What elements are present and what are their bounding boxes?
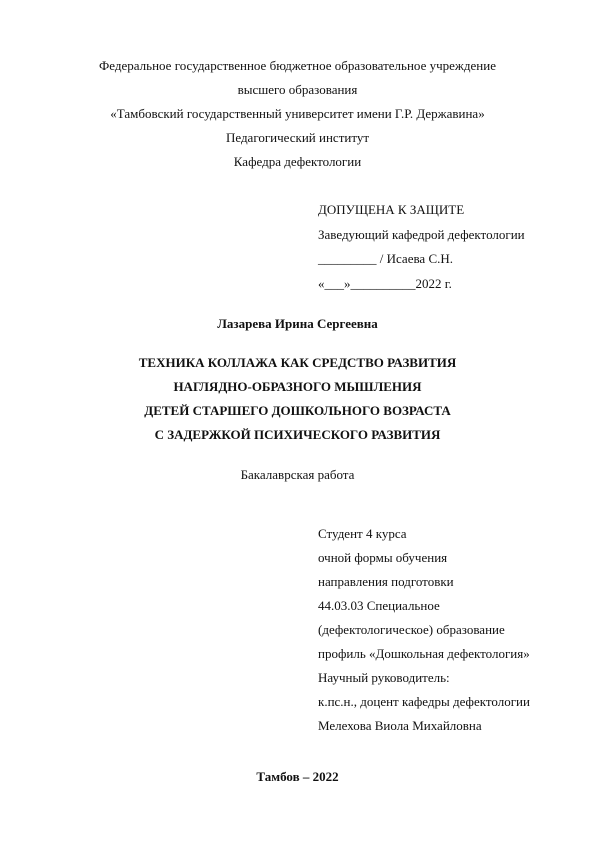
thesis-title-line-3: ДЕТЕЙ СТАРШЕГО ДОШКОЛЬНОГО ВОЗРАСТА [144,403,451,418]
work-type: Бакалаврская работа [240,467,355,482]
approval-head-title: Заведующий кафедрой дефектологии [318,227,525,242]
author-name: Лазарева Ирина Сергеевна [217,316,378,331]
thesis-title-line-2: НАГЛЯДНО-ОБРАЗНОГО МЫШЛЕНИЯ [173,379,422,394]
student-course: Студент 4 курса [318,526,407,541]
student-direction-code: 44.03.03 Специальное [318,598,440,613]
university-name: «Тамбовский государственный университет имени Г.Р. Державина» [110,106,485,121]
department-name: Кафедра дефектологии [233,154,362,169]
student-profile: профиль «Дошкольная дефектология» [318,646,530,661]
approval-heading: ДОПУЩЕНА К ЗАЩИТЕ [318,202,465,217]
institution-line-1: Федеральное государственное бюджетное образовательное учреждение [99,58,496,73]
student-direction-name: (дефектологическое) образование [318,622,505,637]
city-year: Тамбов – 2022 [256,769,339,784]
supervisor-name: Мелехова Виола Михайловна [318,718,482,733]
student-form: очной формы обучения [318,550,448,565]
thesis-title-line-4: С ЗАДЕРЖКОЙ ПСИХИЧЕСКОГО РАЗВИТИЯ [154,427,441,442]
approval-signature: _________ / Исаева С.Н. [318,251,454,266]
student-direction-label: направления подготовки [318,574,454,589]
institution-line-2: высшего образования [237,82,358,97]
supervisor-title: к.пс.н., доцент кафедры дефектологии [318,694,530,709]
institute-name: Педагогический институт [225,130,370,145]
thesis-title-line-1: ТЕХНИКА КОЛЛАЖА КАК СРЕДСТВО РАЗВИТИЯ [138,355,457,370]
supervisor-label: Научный руководитель: [318,670,450,685]
approval-date: «___»__________2022 г. [318,276,452,291]
